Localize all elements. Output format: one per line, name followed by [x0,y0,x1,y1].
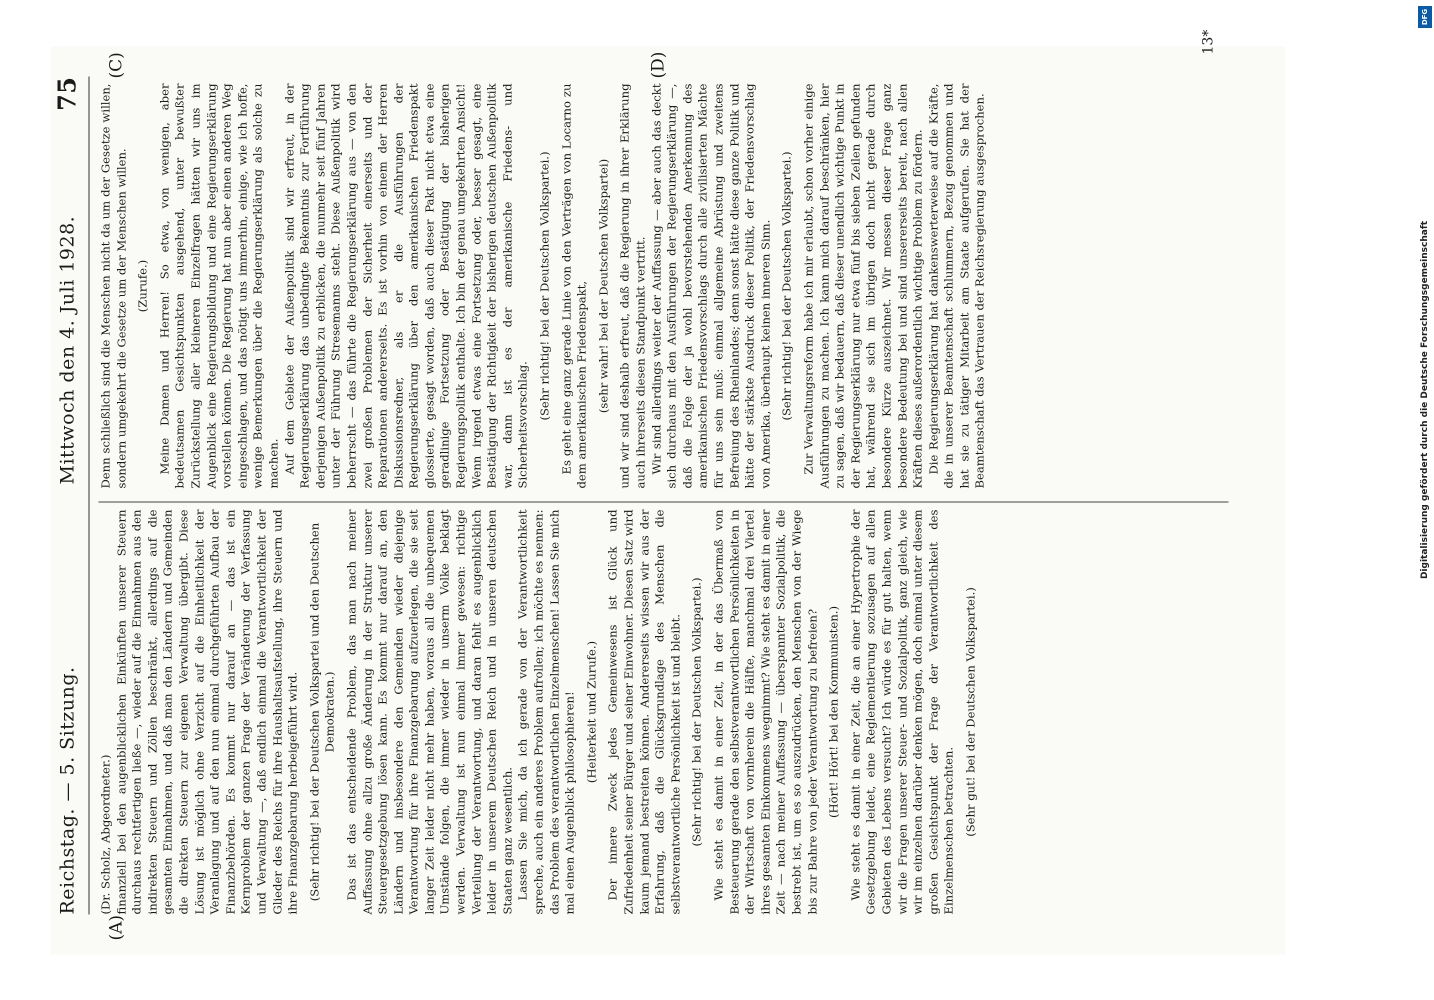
header-rule [89,77,90,915]
running-head-left: Reichstag. — 5. Sitzung. [56,666,79,915]
paragraph: Denn schließlich sind die Menschen nicht da um der Gesetze willen, sondern umgekehrt die Gesetze um der Menschen willen. [98,83,129,489]
interjection: (Sehr richtig! bei der Deutschen Volkspartei und den Deutschen Demokraten.) [307,522,337,902]
paragraph: Der innere Zweck jedes Gemeinwesens ist Glück und Zufriedenheit seiner Bürger und seiner Einwohner. Diesen Satz wird kaum jemand bestreiten können. Andererseits wissen wir aus der Erfahrung, daß die Glücksgrundlage des Menschen die selbstverantwortliche Persönlichkeit ist und bleibt. [605,509,683,915]
paragraph: Zur Verwaltungsreform habe ich mir erlaubt, schon vorher einige Ausführungen zu machen. Ich kann mich darauf beschränken, hier zu sagen, daß wir bedauern, daß dieser unendlich wichtige Punkt in der Regierungserklärung nur etwa fünf bis sieben Zeilen gefunden hat, während sie sich im übrigen doch nicht gerade durch besondere Kürze auszeichnet. Wir messen dieser Frage ganz besondere Bedeutung bei und sind unsererseits bereit, nach allen Kräften dieses außerordentlich wichtige Problem zu fördern. [801,83,925,489]
interjection: (Hört! Hört! bei den Kommunisten.) [826,606,841,819]
paragraph: Das ist das entscheidende Problem, das man nach meiner Auffassung ohne allzu große Änderung in der Struktur unserer Steuergesetzgebung lösen kann. Es kommt nur darauf an, den Ländern und insbesondere den Gemeinden wieder diejenige Verantwortung für ihre Finanzgebarung aufzuerlegen, die sie seit langer Zeit leider nicht mehr haben, woraus all die unbequemen Umstände folgen, die immer wieder in unserm Volke beklagt werden. Verwaltung ist nun einmal immer gewesen: richtige Verteilung der Verantwortung, und daran fehlt es augenblicklich leider in unserem Deutschen Reich und in unseren deutschen Staaten ganz wesentlich. [344,509,515,915]
interjection: (Sehr richtig! bei der Deutschen Volkspartei.) [537,151,552,421]
running-head [52,76,87,915]
right-column [99,84,989,489]
interjection: (Sehr richtig! bei der Deutschen Volkspartei.) [779,151,794,421]
speaker-label: (Dr. Scholz, Abgeordneter.) [98,754,113,915]
margin-letter-d: (D) [648,51,669,79]
paragraph: Wir sind allerdings weiter der Auffassung — aber auch das deckt sich durchaus mit den Ausführungen der Regierungserklärung —, daß die Folge der ja wohl bevorstehenden Anerkennung des amerikanischen Friedensvorschlags durch alle zivilisierten Mächte für uns sein muß: einmal allgemeine Abrüstung und zweitens Befreiung des Rheinlandes; denn sonst hätte diese ganze Politik und hätte der stärkste Ausdruck dieser Politik, der Friedensvorschlag von Amerika, überhaupt keinen inneren Sinn. [649,83,773,489]
paragraph: Auf dem Gebiete der Außenpolitik sind wir erfreut, in der Regierungserklärung das unbedingte Bekenntnis zur Fortführung derjenigen Außenpolitik zu erblicken, die nunmehr seit fünf Jahren unter der Führung Stresemanns steht. Diese Außenpolitik wird beherrscht — das führte die Regierungserklärung aus — von den zwei großen Problemen der Sicherheit einerseits und der Reparationen andererseits. Es ist vorhin von einem der Herren Diskussionsredner, als er die Ausführungen der Regierungserklärung über den amerikanischen Friedenspakt glossierte, gesagt worden, daß auch dieser Pakt nicht etwa eine geradlinige Fortsetzung oder Bestätigung der bisherigen Regierungspolitik enthalte. Ich bin der genau umgekehrten Ansicht! Wenn irgend etwas eine Fortsetzung oder, besser gesagt, eine Bestätigung der Richtigkeit der bisherigen deutschen Außenpolitik war, dann ist es der amerikanische Friedens- und Sicherheitsvorschlag. [282,83,530,489]
column-divider [99,502,1229,503]
margin-letter-c: (C) [106,52,127,79]
running-head-date: Mittwoch den 4. Juli 1928. [56,215,79,485]
margin-letter-a: (A) [106,914,127,941]
interjection: (Sehr richtig! bei der Deutschen Volkspartei.) [689,577,704,847]
interjection: (Zurufe.) [135,259,150,313]
interjection: (sehr wahr! bei der Deutschen Volkspartei) [596,158,611,414]
interjection: (Heiterkeit und Zurufe.) [584,640,599,784]
paragraph: Meine Damen und Herren! So etwa, von wenigen, aber bedeutsamen Gesichtspunkten ausgehend, unter bewußter Zurückstellung aller kleineren Einzelfragen hätten wir uns im Augenblick eine Regierungsbildung und eine Regierungserklärung vorstellen können. Die Regierung hat nun aber einen anderen Weg eingeschlagen, und das nötigt uns immerhin, einige, wie ich hoffe, wenige Bemerkungen über die Regierungserklärung als solche zu machen. [157,83,281,489]
paragraph: und wir sind deshalb erfreut, daß die Regierung in ihrer Erklärung auch ihrerseits diesen Standpunkt vertritt. [617,83,648,489]
paragraph: Wie steht es damit in einer Zeit, in der das Übermaß von Besteuerung gerade den selbstverantwortlichen Persönlichkeiten in der Wirtschaft von vornherein die Hälfte, manchmal drei Viertel ihres gesamten Einkommens wegnimmt? Wie steht es damit in einer Zeit — nach meiner Auffassung — überspannter Sozialpolitik, die bestrebt ist, um es so auszudrücken, den Menschen von der Wiege bis zur Bahre von jeder Verantwortung zu befreien? [711,509,820,915]
interjection: (Sehr gut! bei der Deutschen Volkspartei.) [963,587,978,837]
paragraph: Wie steht es damit in einer Zeit, die an einer Hypertrophie der Gesetzgebung leidet, eine Reglementierung sozusagen auf allen Gebieten des Lebens versucht? Ich würde es für gut halten, wenn wir die Fragen unserer Steuer- und Sozialpolitik, ganz gleich, wie wir im einzelnen darüber denken mögen, doch einmal unter diesem großen Gesichtspunkt der Frage der Verantwortlichkeit des Einzelmenschen betrachten. [848,509,956,915]
paragraph: Lassen Sie mich, da ich gerade von der Verantwortlichkeit spreche, auch ein anderes Problem aufrollen; ich möchte es nennen: das Problem des verantwortlichen Einzelmenschen! Lassen Sie mich mal einen Augenblick philosophieren! [515,509,577,915]
dfg-watermark: Digitalisierung gefördert durch die Deutsche Forschungsgemeinschaft [1420,220,1430,580]
document-page [51,29,1286,955]
dfg-logo [1418,6,1432,28]
dfg-logo-text: DFG [1421,8,1429,26]
paragraph: finanziell bei den augenblicklichen Einkünften unserer Steuern durchaus rechtfertigen ließe —, wieder auf die Einnahmen aus den indirekten Steuern und Zöllen beschränkt, allerdings auf die gesamten Einnahmen, und daß man den Ländern und Gemeinden die direkten Steuern zur eigenen Verwaltung übergibt. Diese Lösung ist möglich ohne Verzicht auf die Einheitlichkeit der Veranlagung und auf den nun einmal durchgeführten Aufbau der Finanzbehörden. Es kommt nur darauf an — das ist ein Kernproblem der ganzen Frage der Veränderung der Verfassung und Verwaltung —, daß endlich einmal die Verantwortlichkeit der Glieder des Reichs für ihre Haushaltsaufstellung, ihre Steuern und ihre Finanzgebarung herbeigeführt wird. [114,509,300,915]
left-column [99,510,985,915]
paragraph: Es geht eine ganz gerade Linie von den Verträgen von Locarno zu dem amerikanischen Friedenspakt, [559,83,589,489]
page-number: 75 [52,76,82,111]
paragraph: Die Regierungserklärung hat dankenswerterweise auf die Kräfte, die in unserer Beamtenschaft schlummern, Bezug genommen und hat sie zu tätiger Mitarbeit am Staate aufgerufen. Sie hat der Beamtenschaft das Vertrauen der Reichsregierung ausgesprochen. [926,83,987,489]
signature-mark: 13* [1200,29,1217,55]
